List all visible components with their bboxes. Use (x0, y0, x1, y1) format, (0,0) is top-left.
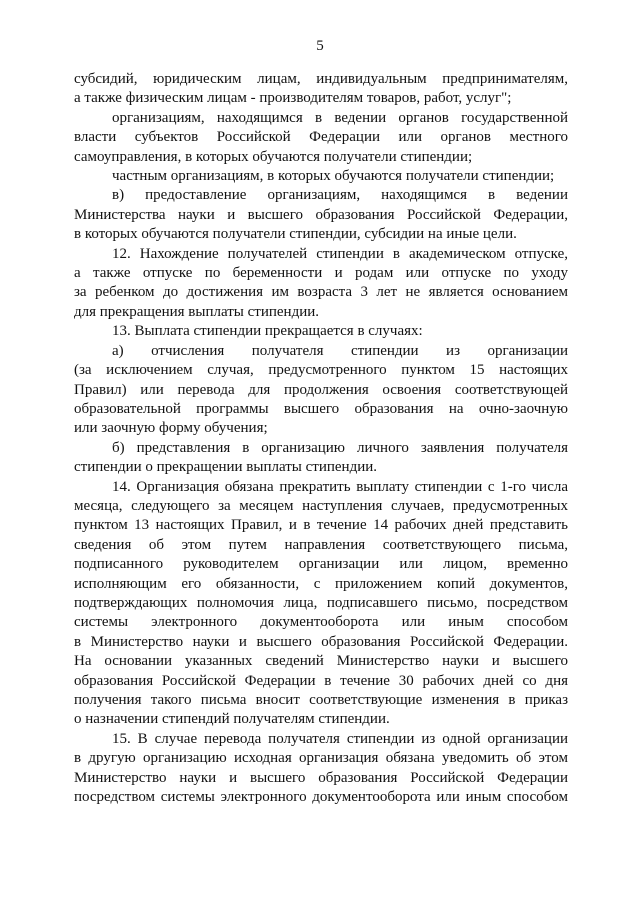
text-line: 15. В случае перевода получателя стипендии из одной организации (112, 730, 568, 747)
document-body (74, 70, 568, 807)
text-line: сведения об этом путем направления соответствующего письма, (74, 536, 568, 553)
text-line: за ребенком до достижения им возраста 3 лет не является основанием (74, 284, 568, 301)
text-line: субсидий, юридическим лицам, индивидуальным предпринимателям, (74, 71, 568, 87)
text-line: подтверждающих полномочия лица, подписавшего письмо, посредством (74, 594, 568, 611)
text-line: о назначении стипендий получателям стипендии. (74, 711, 390, 728)
text-line: месяца, следующего за месяцем наступления случаев, предусмотренных (74, 497, 568, 514)
text-line: образования Российской Федерации в течение 30 рабочих дней со дня (74, 672, 568, 689)
text-line: Министерства науки и высшего образования Российской Федерации, (74, 206, 568, 223)
text-line: образовательной программы высшего образования на очно-заочную (74, 400, 568, 417)
text-line: исполняющим его обязанности, с приложением копий документов, (74, 575, 568, 592)
text-line: а также физическим лицам - производителям товаров, работ, услуг"; (74, 90, 512, 107)
text-line: самоуправления, в которых обучаются получатели стипендии; (74, 148, 473, 165)
text-line: частным организациям, в которых обучаются получатели стипендии; (112, 168, 555, 185)
text-line: подписанного руководителем организации или лицом, временно (74, 556, 568, 573)
text-line: а) отчисления получателя стипендии из организации (112, 342, 568, 359)
text-line: для прекращения выплаты стипендии. (74, 303, 320, 320)
text-line: Министерство науки и высшего образования Российской Федерации (74, 769, 568, 786)
text-line: в которых обучаются получатели стипендии, субсидии на иные цели. (74, 226, 517, 243)
text-line: организациям, находящимся в ведении органов государственной (112, 109, 568, 126)
page-number: 5 (316, 38, 324, 54)
text-line: посредством системы электронного документооборота или иным способом (74, 789, 568, 806)
text-line: стипендии о прекращении выплаты стипендии. (74, 459, 378, 476)
text-line: б) представления в организацию личного заявления получателя (112, 439, 568, 456)
text-line: власти субъектов Российской Федерации или органов местного (74, 129, 568, 146)
text-line: На основании указанных сведений Министерство науки и высшего (74, 653, 568, 670)
text-line: в Министерство науки и высшего образования Российской Федерации. (74, 633, 568, 650)
text-line: 13. Выплата стипендии прекращается в случаях: (112, 323, 423, 340)
text-line: а также отпуске по беременности и родам или отпуске по уходу (74, 265, 568, 282)
text-line: (за исключением случая, предусмотренного пунктом 15 настоящих (74, 362, 568, 379)
text-line: 14. Организация обязана прекратить выплату стипендии с 1-го числа (112, 478, 568, 495)
text-line: системы электронного документооборота или иным способом (74, 614, 568, 631)
text-line: Правил) или перевода для продолжения освоения соответствующей (74, 381, 568, 398)
text-line: пунктом 13 настоящих Правил, и в течение 14 рабочих дней представить (74, 517, 568, 534)
text-line: 12. Нахождение получателей стипендии в академическом отпуске, (112, 245, 568, 262)
text-line: в другую организацию исходная организация обязана уведомить об этом (74, 750, 568, 767)
text-line: получения такого письма вносит соответствующие изменения в приказ (74, 692, 568, 708)
text-line: или заочную форму обучения; (74, 420, 268, 437)
text-line: в) предоставление организациям, находящимся в ведении (112, 187, 568, 204)
